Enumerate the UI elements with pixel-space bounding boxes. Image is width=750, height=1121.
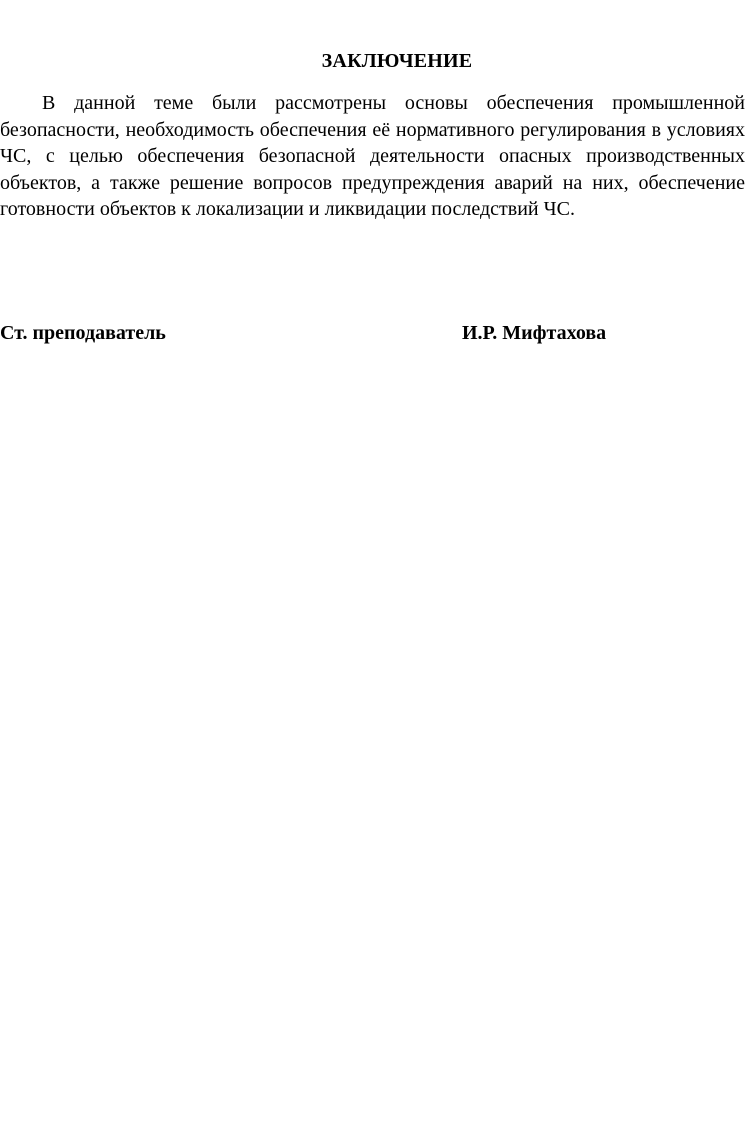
conclusion-paragraph: В данной теме были рассмотрены основы обеспечения промышленной безопасности, необходимость обеспечения её нормативного регулирования в условиях ЧС, с целью обеспечения безопасной деятельности опасных производственных объектов, а также решение вопросов предупреждения аварий на них, обеспечение готовности объектов к локализации и ликвидации последствий ЧС. [0, 92, 745, 221]
signature-row [0, 320, 750, 348]
document-title: ЗАКЛЮЧЕНИЕ [321, 50, 473, 72]
signature-name: И.Р. Мифтахова [462, 322, 607, 344]
signature-role: Ст. преподаватель [0, 322, 166, 344]
